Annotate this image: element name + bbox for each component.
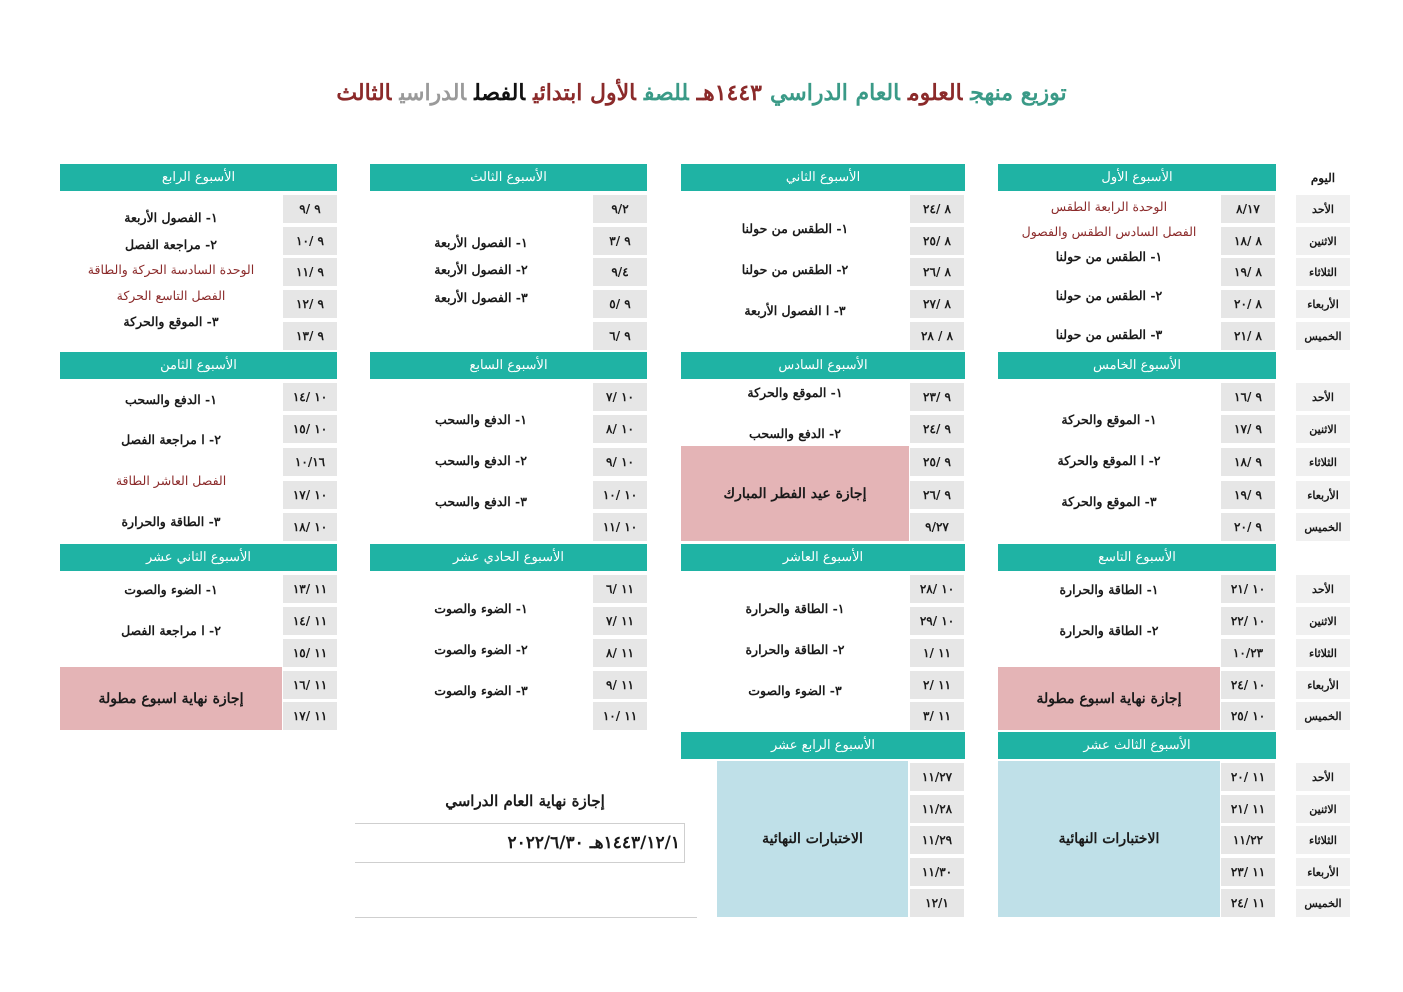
week-date: ١٠ /٨ bbox=[593, 415, 647, 443]
day-label: الثلاثاء bbox=[1296, 639, 1350, 667]
day-label: الخميس bbox=[1296, 513, 1350, 541]
lesson-line: الوحدة السادسة الحركة والطاقة bbox=[87, 262, 255, 277]
day-label: الأحد bbox=[1296, 575, 1350, 603]
week-date: ١١ /٢٠ bbox=[1221, 763, 1275, 791]
week-date: ١١/٢٢ bbox=[1221, 826, 1275, 854]
week-date: ٩ /٢٥ bbox=[910, 448, 964, 476]
lesson-line: ١- الطقس من حولنا bbox=[1055, 249, 1163, 264]
week-date: ٩ /١٢ bbox=[283, 290, 337, 318]
week-date: ١٠ /٢٢ bbox=[1221, 607, 1275, 635]
title-part: الدراسي bbox=[399, 80, 467, 106]
lesson-line: ٣- الموقع والحركة bbox=[1061, 494, 1157, 509]
day-label: الاثنين bbox=[1296, 795, 1350, 823]
week-date: ١١ /٢ bbox=[910, 671, 964, 699]
week-date: ٩/٢ bbox=[593, 195, 647, 223]
week-date: ٩ /١٨ bbox=[1221, 448, 1275, 476]
lesson-line: ٣- الطقس من حولنا bbox=[1055, 327, 1163, 342]
lesson-line: الوحدة الرابعة الطقس bbox=[1050, 199, 1168, 214]
week-date: ٩ /١٦ bbox=[1221, 383, 1275, 411]
lesson-line: ٢- الطقس من حولنا bbox=[1055, 288, 1163, 303]
lesson-line: ٢- ا الموقع والحركة bbox=[1057, 453, 1161, 468]
week-date: ٩ /١١ bbox=[283, 258, 337, 286]
week-date: ١٠ /٩ bbox=[593, 448, 647, 476]
lesson-line: ١- الضوء والصوت bbox=[124, 582, 218, 597]
week-date: ٩ /١٩ bbox=[1221, 481, 1275, 509]
week-date: ١١ /١٣ bbox=[283, 575, 337, 603]
week-header: الأسبوع السابع bbox=[370, 352, 647, 379]
week-date: ٨ /٢٥ bbox=[910, 227, 964, 255]
week-header: الأسبوع الثاني bbox=[681, 164, 965, 191]
lesson-line: الفصل العاشر الطاقة bbox=[115, 473, 227, 488]
year-end-title: إجازة نهاية العام الدراسي bbox=[445, 792, 605, 810]
lesson-line: الفصل التاسع الحركة bbox=[116, 288, 226, 303]
exam-block: الاختبارات النهائية bbox=[998, 761, 1220, 917]
lesson-line: ٣- الفصول الأربعة bbox=[434, 290, 528, 305]
week-date: ١١ /٢٤ bbox=[1221, 889, 1275, 917]
lesson-line: الفصل السادس الطقس والفصول bbox=[1021, 224, 1197, 239]
day-label: الأحد bbox=[1296, 195, 1350, 223]
lesson-line: ٣- الضوء والصوت bbox=[434, 683, 528, 698]
day-label: الأربعاء bbox=[1296, 671, 1350, 699]
week-date: ٨ /١٩ bbox=[1221, 258, 1275, 286]
lesson-line: ٢- الدفع والسحب bbox=[435, 453, 527, 468]
title-part: للصف bbox=[643, 80, 689, 106]
week-date: ١٠ /٢٨ bbox=[910, 575, 964, 603]
week-date: ١١ /١٤ bbox=[283, 607, 337, 635]
week-date: ١١ /٢١ bbox=[1221, 795, 1275, 823]
holiday-block: إجازة نهاية اسبوع مطولة bbox=[60, 667, 282, 730]
week-date: ٩/٢٧ bbox=[910, 513, 964, 541]
week-header: الأسبوع الثامن bbox=[60, 352, 337, 379]
day-label: الأربعاء bbox=[1296, 290, 1350, 318]
day-label: الثلاثاء bbox=[1296, 258, 1350, 286]
title-part: العلوم bbox=[907, 80, 963, 106]
lesson-line: ١- الفصول الأربعة bbox=[434, 235, 528, 250]
lesson-line: ١- الطاقة والحرارة bbox=[1059, 582, 1159, 597]
week-date: ٩ /١٣ bbox=[283, 322, 337, 350]
week-date: ١٠ /١٤ bbox=[283, 383, 337, 411]
title-part: الأول ابتدائي bbox=[533, 80, 636, 106]
lesson-line: ١- الطاقة والحرارة bbox=[745, 601, 845, 616]
lesson-line: ٢- الضوء والصوت bbox=[434, 642, 528, 657]
day-label: الخميس bbox=[1296, 702, 1350, 730]
lesson-line: ١- الدفع والسحب bbox=[125, 392, 217, 407]
lesson-line: ٣- الموقع والحركة bbox=[123, 314, 219, 329]
holiday-block: إجازة عيد الفطر المبارك bbox=[681, 446, 909, 541]
week-date: ١٠ /٧ bbox=[593, 383, 647, 411]
week-date: ٨ /٢٤ bbox=[910, 195, 964, 223]
lesson-line: ٢- الدفع والسحب bbox=[749, 426, 841, 441]
title-part: الثالث bbox=[336, 80, 392, 106]
week-date: ١٠ /١٧ bbox=[283, 481, 337, 509]
lesson-line: ٢- الطاقة والحرارة bbox=[745, 642, 845, 657]
week-header: الأسبوع الثالث عشر bbox=[998, 732, 1276, 759]
lesson-line: ٢- الفصول الأربعة bbox=[434, 262, 528, 277]
lesson-line: ١- الطقس من حولنا bbox=[741, 221, 849, 236]
lesson-line: ٢- مراجعة الفصل bbox=[124, 237, 218, 252]
week-date: ٩ /٢٣ bbox=[910, 383, 964, 411]
day-label: الأربعاء bbox=[1296, 858, 1350, 886]
week-date: ١٠ /٢١ bbox=[1221, 575, 1275, 603]
week-date: ٨ /٢٠ bbox=[1221, 290, 1275, 318]
holiday-block: إجازة نهاية اسبوع مطولة bbox=[998, 667, 1220, 730]
week-date: ٨/١٧ bbox=[1221, 195, 1275, 223]
day-label: الاثنين bbox=[1296, 607, 1350, 635]
week-date: ١٠ /١٠ bbox=[593, 481, 647, 509]
lesson-line: ٣- ا الفصول الأربعة bbox=[744, 303, 846, 318]
week-header: الأسبوع الرابع bbox=[60, 164, 337, 191]
lesson-line: ١- الفصول الأربعة bbox=[124, 210, 218, 225]
day-label: الاثنين bbox=[1296, 227, 1350, 255]
week-date: ١٠/١٦ bbox=[283, 448, 337, 476]
week-date: ١١ /١٧ bbox=[283, 702, 337, 730]
lesson-line: ٣- الضوء والصوت bbox=[748, 683, 842, 698]
week-header: الأسبوع الحادي عشر bbox=[370, 544, 647, 571]
title-part: ١٤٤٣هـ bbox=[696, 80, 762, 106]
week-date: ٩ /٦ bbox=[593, 322, 647, 350]
title-part: العام الدراسي bbox=[769, 80, 900, 106]
day-label: الخميس bbox=[1296, 322, 1350, 350]
week-date: ١٢/١ bbox=[910, 889, 964, 917]
week-date: ١١ /٧ bbox=[593, 607, 647, 635]
week-date: ١٠ /١١ bbox=[593, 513, 647, 541]
week-date: ١١ /١٥ bbox=[283, 639, 337, 667]
week-date: ١٠ /٢٥ bbox=[1221, 702, 1275, 730]
week-header: الأسبوع العاشر bbox=[681, 544, 965, 571]
week-date: ١٠ /١٥ bbox=[283, 415, 337, 443]
year-end-dates: ١٤٤٣/١٢/١هـ ٢٠٢٢/٦/٣٠ bbox=[355, 823, 685, 863]
lesson-line: ٢- الطقس من حولنا bbox=[741, 262, 849, 277]
week-header: الأسبوع الخامس bbox=[998, 352, 1276, 379]
week-date: ٨ /٢٧ bbox=[910, 290, 964, 318]
week-date: ١١ /٣ bbox=[910, 702, 964, 730]
week-date: ٩ /٥ bbox=[593, 290, 647, 318]
title-part: توزيع منهج bbox=[970, 80, 1067, 106]
lesson-line: ٣- الدفع والسحب bbox=[435, 494, 527, 509]
week-header: الأسبوع التاسع bbox=[998, 544, 1276, 571]
week-date: ١١/٢٧ bbox=[910, 763, 964, 791]
day-label: الثلاثاء bbox=[1296, 448, 1350, 476]
lesson-line: ٢- الطاقة والحرارة bbox=[1059, 623, 1159, 638]
lesson-line: ١- الضوء والصوت bbox=[434, 601, 528, 616]
lesson-line: ٢- ا مراجعة الفصل bbox=[121, 432, 221, 447]
day-header: اليوم bbox=[1296, 164, 1350, 192]
day-label: الأربعاء bbox=[1296, 481, 1350, 509]
day-label: الاثنين bbox=[1296, 415, 1350, 443]
day-label: الأحد bbox=[1296, 763, 1350, 791]
week-date: ٨ /٢١ bbox=[1221, 322, 1275, 350]
week-date: ٩ /١٠ bbox=[283, 227, 337, 255]
week-date: ١١/٢٨ bbox=[910, 795, 964, 823]
week-date: ٨ /١٨ bbox=[1221, 227, 1275, 255]
week-date: ٩ /١٧ bbox=[1221, 415, 1275, 443]
week-date: ١١ /٩ bbox=[593, 671, 647, 699]
week-date: ١١ /١٦ bbox=[283, 671, 337, 699]
week-date: ١١ /٦ bbox=[593, 575, 647, 603]
week-date: ١٠ /١٨ bbox=[283, 513, 337, 541]
week-date: ٩ /٢٠ bbox=[1221, 513, 1275, 541]
lesson-line: ١- الموقع والحركة bbox=[1061, 412, 1157, 427]
week-date: ١١/٢٩ bbox=[910, 826, 964, 854]
day-label: الثلاثاء bbox=[1296, 826, 1350, 854]
lesson-line: ٣- الطاقة والحرارة bbox=[121, 514, 221, 529]
week-date: ٨ / ٢٨ bbox=[910, 322, 964, 350]
week-date: ١١ /١٠ bbox=[593, 702, 647, 730]
day-label: الأحد bbox=[1296, 383, 1350, 411]
week-date: ٩/٤ bbox=[593, 258, 647, 286]
week-date: ١٠ /٢٤ bbox=[1221, 671, 1275, 699]
week-date: ١٠ /٢٩ bbox=[910, 607, 964, 635]
lesson-line: ١- الدفع والسحب bbox=[435, 412, 527, 427]
week-header: الأسبوع الرابع عشر bbox=[681, 732, 965, 759]
week-header: الأسبوع الثاني عشر bbox=[60, 544, 337, 571]
lesson-line: ١- الموقع والحركة bbox=[747, 385, 843, 400]
week-date: ٩ /٣ bbox=[593, 227, 647, 255]
week-date: ٨ /٢٦ bbox=[910, 258, 964, 286]
divider bbox=[355, 917, 697, 918]
title-part: الفصل bbox=[474, 80, 526, 106]
week-date: ١١ /١ bbox=[910, 639, 964, 667]
page-title bbox=[0, 80, 1403, 106]
week-header: الأسبوع السادس bbox=[681, 352, 965, 379]
lesson-line: ٢- ا مراجعة الفصل bbox=[121, 623, 221, 638]
week-date: ١٠/٢٣ bbox=[1221, 639, 1275, 667]
week-date: ١١ /٨ bbox=[593, 639, 647, 667]
week-date: ٩ /٩ bbox=[283, 195, 337, 223]
week-date: ١١/٣٠ bbox=[910, 858, 964, 886]
week-date: ٩ /٢٦ bbox=[910, 481, 964, 509]
week-header: الأسبوع الثالث bbox=[370, 164, 647, 191]
week-date: ١١ /٢٣ bbox=[1221, 858, 1275, 886]
day-label: الخميس bbox=[1296, 889, 1350, 917]
exam-block: الاختبارات النهائية bbox=[717, 761, 908, 917]
week-header: الأسبوع الأول bbox=[998, 164, 1276, 191]
week-date: ٩ /٢٤ bbox=[910, 415, 964, 443]
